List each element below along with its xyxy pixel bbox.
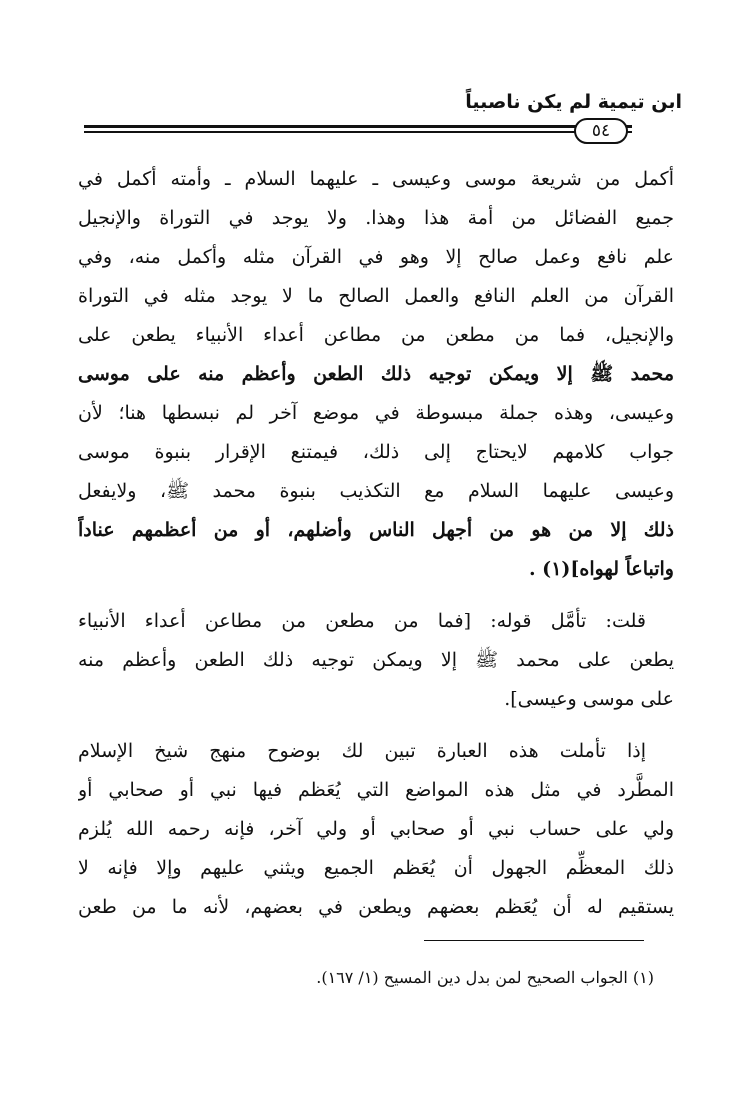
text-line: أكمل من شريعة موسى وعيسى ـ عليهما السلام ـ وأمته أكمل في [78,168,674,190]
footnote-separator [424,940,644,941]
text-line: يطعن على محمد ﷺ إلا ويمكن توجيه ذلك الطعن وأعظم منه [78,649,674,671]
header-rule [84,125,632,128]
paragraph-1 [78,160,674,589]
text-line: إذا تأملت هذه العبارة تبين لك بوضوح منهج شيخ الإسلام [78,740,646,762]
text-line: قلت: تأمَّل قوله: [فما من مطعن من مطاعن أعداء الأنبياء [78,610,646,632]
text-line: جواب كلامهم لايحتاج إلى ذلك، فيمتنع الإقرار بنبوة موسى [78,441,674,463]
header-rule-secondary [84,131,632,133]
text-line: وعيسى عليهما السلام مع التكذيب بنبوة محمد ﷺ، ولايفعل [78,480,674,502]
text-line: علم نافع وعمل صالح إلا وهو في القرآن مثله وأكمل منه، وفي [78,246,674,268]
text-line: والإنجيل، فما من مطعن من مطاعن أعداء الأنبياء يطعن على [78,324,674,346]
running-title: ابن تيمية لم يكن ناصبياً [465,91,682,113]
paragraph-2 [78,602,674,719]
main-text [78,160,674,927]
page-number: ٥٤ [574,118,628,144]
paragraph-3 [78,732,674,927]
text-line: ذلك إلا من هو من أجهل الناس وأضلهم، أو من أعظمهم عناداً [78,519,674,541]
text-line: واتباعاً لهواه](١) . [528,558,674,580]
text-line: المطَّرد في مثل هذه المواضع التي يُعَظم فيها نبي أو صحابي أو [78,779,674,801]
footnote: (١) الجواب الصحيح لمن بدل دين المسيح (١/ ١٦٧). [316,968,654,987]
text-line: جميع الفضائل من أمة هذا وهذا. ولا يوجد في التوراة والإنجيل [78,207,674,229]
text-line: ولي على حساب نبي أو صحابي أو ولي آخر، فإنه رحمه الله يُلزم [78,818,674,840]
text-line: على موسى وعيسى]. [504,688,674,710]
text-line: يستقيم له أن يُعَظم بعضهم ويطعن في بعضهم، لأنه ما من طعن [78,896,674,918]
text-line: وعيسى، وهذه جملة مبسوطة في موضع آخر لم نبسطها هنا؛ لأن [78,402,674,424]
text-line: القرآن من العلم النافع والعمل الصالح ما لا يوجد مثله في التوراة [78,285,674,307]
text-line: محمد ﷺ إلا ويمكن توجيه ذلك الطعن وأعظم منه على موسى [78,363,674,385]
text-line: ذلك المعظِّم الجهول أن يُعَظم الجميع ويثني عليهم وإلا فإنه لا [78,857,674,879]
